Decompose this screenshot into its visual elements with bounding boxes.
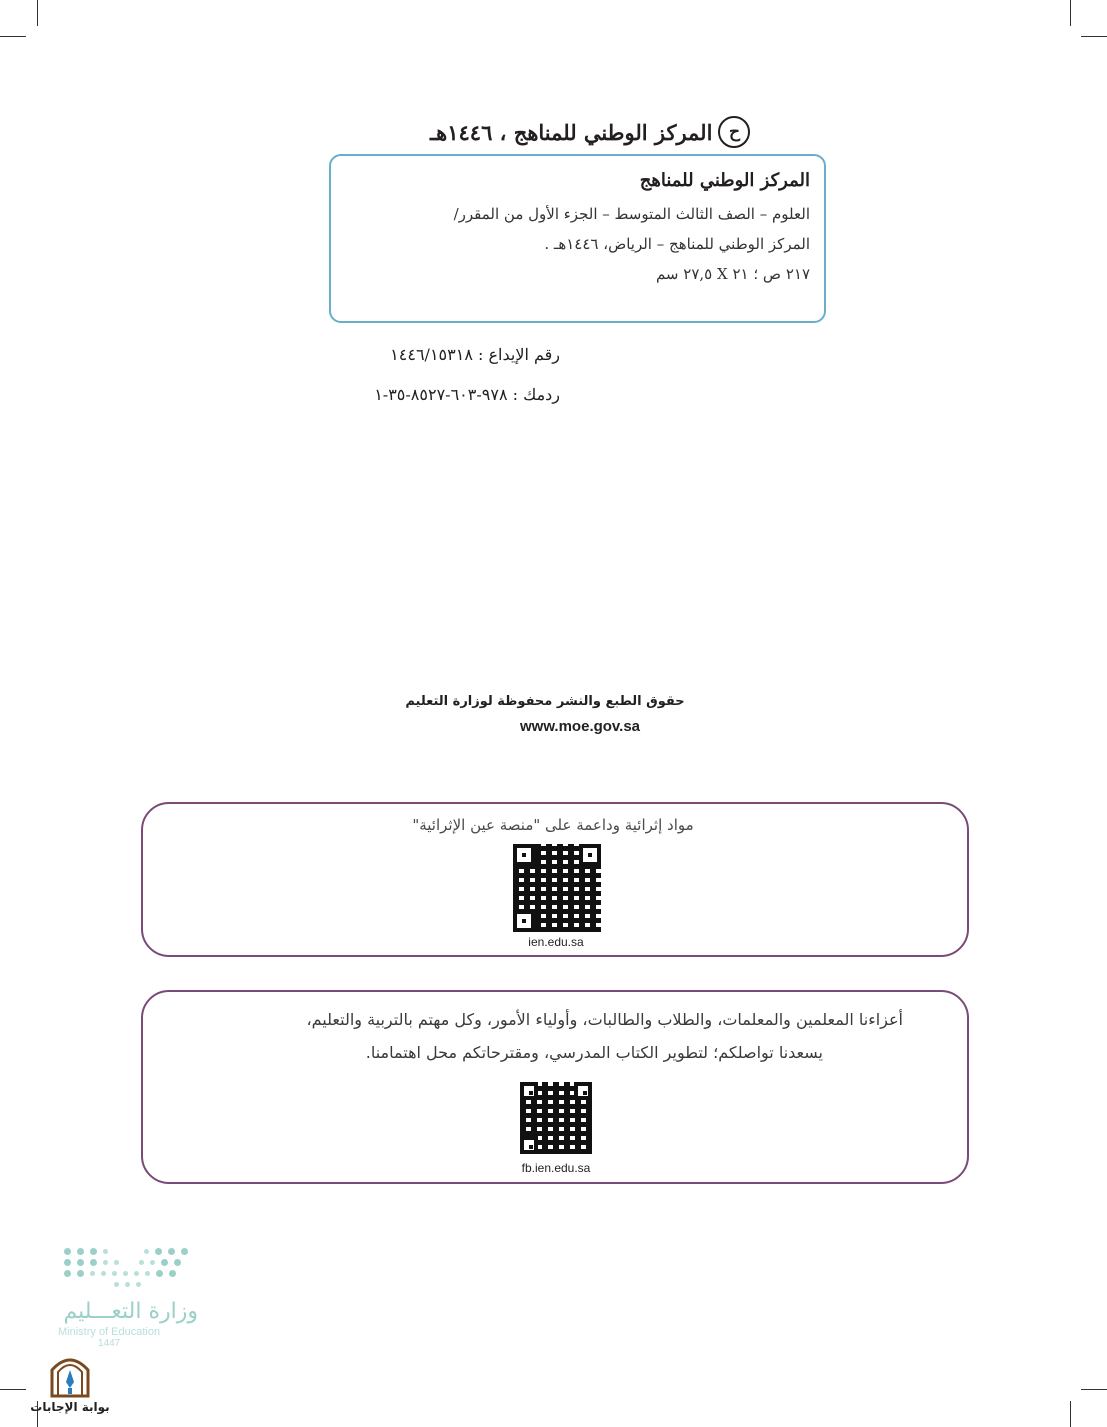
answers-portal-text: بوابة الإجابات (30, 1400, 110, 1414)
feedback-qr-code[interactable] (520, 1082, 592, 1154)
crop-mark (1070, 1401, 1071, 1427)
ien-qr-code[interactable] (513, 844, 601, 932)
crop-mark (1081, 36, 1107, 37)
crop-mark (0, 36, 26, 37)
ien-heading: مواد إثرائية وداعمة على "منصة عين الإثرائية" (412, 816, 694, 834)
cataloging-line: المركز الوطني للمناهج – الرياض، ١٤٤٦هـ . (544, 235, 810, 253)
ien-platform-box (141, 802, 969, 957)
crop-mark (37, 0, 38, 26)
crop-mark (1081, 1389, 1107, 1390)
ministry-logo (58, 1248, 208, 1349)
crop-mark (1070, 0, 1071, 26)
crop-mark (0, 1389, 26, 1390)
rights-notice: حقوق الطبع والنشر محفوظة لوزارة التعليم (405, 694, 685, 709)
copyright-text: المركز الوطني للمناهج ، ١٤٤٦هـ (430, 119, 713, 145)
cataloging-box (329, 154, 826, 323)
cataloging-title: المركز الوطني للمناهج (639, 170, 810, 191)
ministry-logo-dots (64, 1248, 208, 1287)
ministry-year: 1447 (98, 1338, 121, 1349)
feedback-qr-label[interactable]: fb.ien.edu.sa (521, 1161, 591, 1175)
feedback-line-1: أعزاءنا المعلمين والمعلمات، والطلاب والطالبات، وأولياء الأمور، وكل مهتم بالتربية والتعليم، (306, 1010, 903, 1029)
feedback-box (141, 990, 969, 1184)
copyright-line (430, 112, 830, 152)
copyright-symbol: ح (718, 116, 750, 148)
answers-portal-watermark (28, 1350, 112, 1414)
website-link[interactable]: www.moe.gov.sa (519, 718, 641, 735)
ministry-name-english: Ministry of Education (58, 1326, 161, 1338)
ien-qr-label[interactable]: ien.edu.sa (528, 935, 584, 949)
isbn-number: ردمك : ٩٧٨-٦٠٣-٨٥٢٧-٣٥-١ (374, 385, 560, 404)
cataloging-line: العلوم – الصف الثالث المتوسط – الجزء الأول من المقرر/ (453, 205, 810, 223)
deposit-number: رقم الإيداع : ١٤٤٦/١٥٣١٨ (390, 345, 560, 364)
mosque-arch-icon (48, 1350, 92, 1398)
feedback-line-2: يسعدنا تواصلكم؛ لتطوير الكتاب المدرسي، ومقترحاتكم محل اهتمامنا. (365, 1043, 823, 1062)
ministry-name-arabic: وزارة التعـــليم (63, 1299, 198, 1324)
cataloging-line: ٢١٧ ص ؛ ٢١ X ٢٧,٥ سم (655, 265, 810, 283)
